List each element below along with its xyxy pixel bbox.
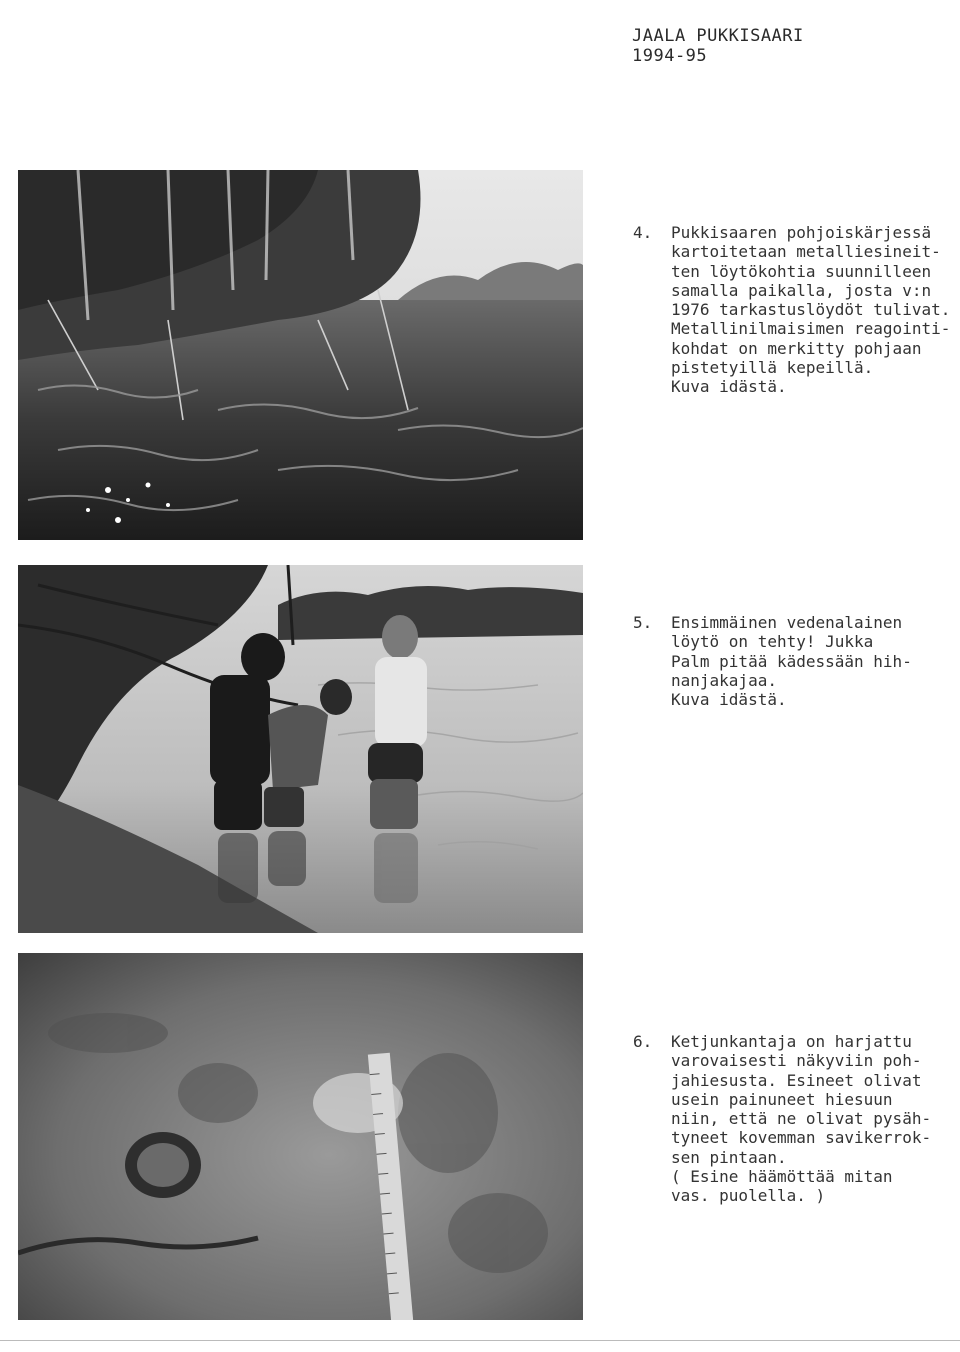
caption-4-line: 1976 tarkastuslöydöt tulivat. xyxy=(671,300,951,320)
caption-6-line: tyneet kovemman savikerrok- xyxy=(671,1128,932,1148)
caption-6-line: usein painuneet hiesuun xyxy=(671,1089,893,1109)
header-years: 1994-95 xyxy=(632,46,708,66)
caption-6-number: 6. xyxy=(633,1032,653,1051)
caption-5-line: Ensimmäinen vedenalainen xyxy=(671,613,903,632)
caption-5 xyxy=(633,613,960,710)
page-bottom-rule xyxy=(0,1340,960,1341)
caption-4-line: Kuva idästä. xyxy=(671,377,787,397)
caption-5-line: löytö on tehty! Jukka xyxy=(671,632,874,652)
caption-6-line: vas. puolella. ) xyxy=(671,1186,826,1206)
caption-5-number: 5. xyxy=(633,613,653,632)
caption-5-line: nanjakajaa. xyxy=(671,670,777,690)
photo-people-in-water xyxy=(18,565,583,933)
photo-underwater-find xyxy=(18,953,583,1320)
caption-4-line: ten löytökohtia suunnilleen xyxy=(671,261,932,281)
caption-4-line: Metallinilmaisimen reagointi- xyxy=(671,319,951,339)
header-title: JAALA PUKKISAARI xyxy=(632,26,804,46)
caption-4-number: 4. xyxy=(633,223,653,242)
caption-4-line: samalla paikalla, josta v:n xyxy=(671,280,932,300)
caption-6-line: ( Esine häämöttää mitan xyxy=(671,1167,893,1187)
caption-6 xyxy=(633,1032,960,1206)
caption-4-line: kohdat on merkitty pohjaan xyxy=(671,338,922,358)
caption-6-line: niin, että ne olivat pysäh- xyxy=(671,1109,932,1129)
caption-6-line: Ketjunkantaja on harjattu xyxy=(671,1032,912,1051)
caption-4-line: pistetyillä kepeillä. xyxy=(671,358,874,378)
caption-4 xyxy=(633,223,960,397)
caption-5-line: Kuva idästä. xyxy=(671,690,787,710)
caption-6-line: jahiesusta. Esineet olivat xyxy=(671,1070,922,1090)
page-header xyxy=(632,26,804,66)
caption-5-line: Palm pitää kädessään hih- xyxy=(671,651,912,671)
caption-6-line: sen pintaan. xyxy=(671,1147,787,1167)
caption-6-line: varovaisesti näkyviin poh- xyxy=(671,1051,922,1071)
caption-4-line: Pukkisaaren pohjoiskärjessä xyxy=(671,223,932,242)
caption-4-line: kartoitetaan metalliesineit- xyxy=(671,242,941,262)
photo-lake-shore xyxy=(18,170,583,540)
